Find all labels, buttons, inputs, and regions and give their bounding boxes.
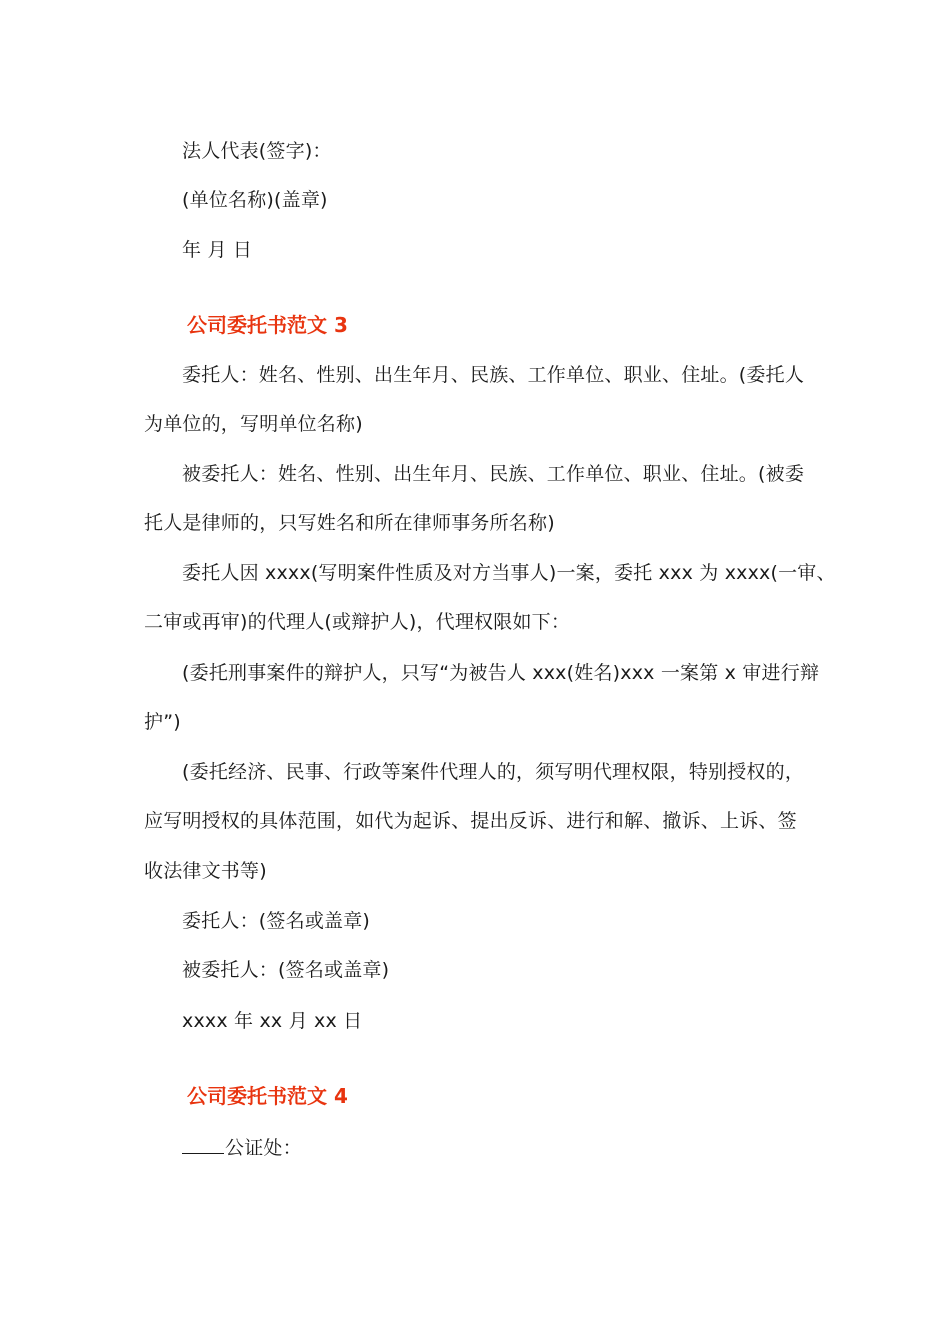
case-paragraph-line-2: 二审或再审)的代理人(或辩护人)，代理权限如下：: [144, 611, 571, 633]
section-4-heading: 公司委托书范文 4: [187, 1084, 348, 1108]
legal-rep-signature-line: 法人代表(签字)：: [182, 140, 332, 162]
principal-paragraph-line-2: 为单位的，写明单位名称): [144, 413, 363, 435]
fill-in-blank: [182, 1133, 224, 1154]
notary-office-label: 公证处：: [225, 1137, 302, 1159]
agent-paragraph-line-2: 托人是律师的，只写姓名和所在律师事务所名称): [144, 512, 555, 534]
criminal-note-line-1: (委托刑事案件的辩护人，只写“为被告人 xxx(姓名)xxx 一案第 x 审进行辩: [182, 662, 820, 684]
civil-note-line-1: (委托经济、民事、行政等案件代理人的，须写明代理权限，特别授权的，: [182, 761, 805, 783]
date-line: 年 月 日: [182, 239, 253, 261]
section-3-heading: 公司委托书范文 3: [187, 313, 348, 337]
agent-paragraph-line-1: 被委托人：姓名、性别、出生年月、民族、工作单位、职业、住址。(被委: [182, 463, 805, 485]
criminal-note-line-2: 护”): [144, 711, 181, 733]
section-3-date-line: xxxx 年 xx 月 xx 日: [182, 1010, 363, 1032]
case-paragraph-line-1: 委托人因 xxxx(写明案件性质及对方当事人)一案，委托 xxx 为 xxxx(一审、: [182, 562, 836, 584]
principal-signature-line: 委托人：(签名或盖章): [182, 910, 371, 932]
notary-office-line: [182, 1133, 302, 1161]
unit-seal-line: (单位名称)(盖章): [182, 189, 328, 211]
principal-paragraph-line-1: 委托人：姓名、性别、出生年月、民族、工作单位、职业、住址。(委托人: [182, 364, 805, 386]
civil-note-line-3: 收法律文书等): [144, 860, 267, 882]
civil-note-line-2: 应写明授权的具体范围，如代为起诉、提出反诉、进行和解、撤诉、上诉、签: [144, 810, 797, 832]
agent-signature-line: 被委托人：(签名或盖章): [182, 959, 390, 981]
